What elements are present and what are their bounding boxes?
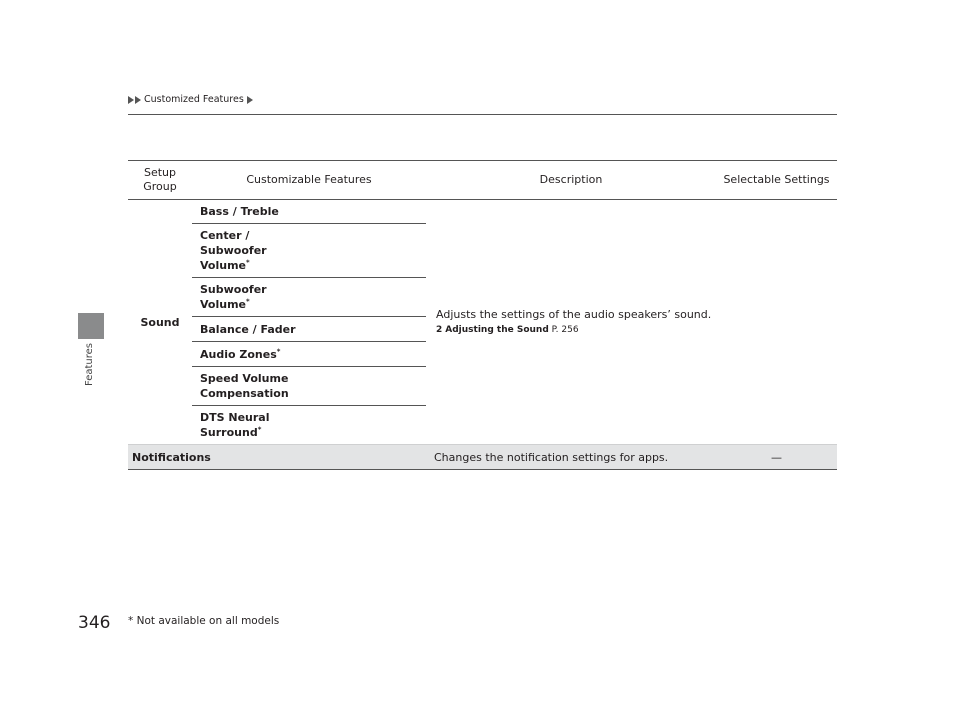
- customizable-features-table: [128, 160, 837, 470]
- breadcrumb-arrow-icon: [128, 96, 134, 104]
- header-description: Description: [426, 161, 716, 200]
- table-header-row: [128, 161, 837, 200]
- adjusting-sound-link[interactable]: 2 Adjusting the Sound P. 256: [436, 324, 579, 335]
- footnote: * Not available on all models: [128, 615, 280, 627]
- reference-arrow-icon: 2: [436, 324, 443, 335]
- breadcrumb-arrow-icon: [247, 96, 253, 104]
- feature-center-subwoofer-volume[interactable]: Center / Subwoofer Volume*: [192, 224, 426, 278]
- table-row-notifications: [128, 445, 837, 470]
- header-rule: [128, 114, 837, 115]
- header-customizable-features: Customizable Features: [192, 161, 426, 200]
- feature-audio-zones[interactable]: Audio Zones*: [192, 342, 426, 367]
- feature-dts-neural-surround[interactable]: DTS Neural Surround*: [200, 411, 270, 439]
- feature-subwoofer-volume[interactable]: Subwoofer Volume*: [192, 278, 426, 317]
- section-tab-marker: [78, 313, 104, 339]
- feature-balance-fader[interactable]: Balance / Fader: [192, 317, 426, 342]
- feature-speed-volume-compensation[interactable]: Speed Volume Compensation: [192, 367, 426, 406]
- group-sound: Sound: [140, 315, 180, 329]
- breadcrumb-arrow-icon: [135, 96, 141, 104]
- section-side-label: Features: [84, 343, 95, 386]
- footnote-star: *: [257, 425, 262, 434]
- sound-settings: [716, 200, 837, 445]
- footnote-star: *: [246, 297, 250, 306]
- notifications-settings: —: [716, 445, 837, 470]
- feature-bass-treble[interactable]: Bass / Treble: [192, 200, 426, 224]
- footnote-star: *: [276, 346, 281, 355]
- breadcrumb-link[interactable]: Customized Features: [144, 94, 244, 105]
- sound-description: [426, 200, 716, 445]
- header-selectable-settings: Selectable Settings: [716, 161, 837, 200]
- header-setup-group: Setup Group: [128, 161, 192, 200]
- notifications-description: Changes the notification settings for apps.: [426, 445, 716, 470]
- sound-description-text: Adjusts the settings of the audio speakers’ sound.: [436, 307, 712, 321]
- breadcrumb: [128, 94, 254, 105]
- page-number: 346: [78, 613, 111, 633]
- group-notifications: Notifications: [128, 445, 426, 470]
- footnote-star: *: [246, 258, 250, 267]
